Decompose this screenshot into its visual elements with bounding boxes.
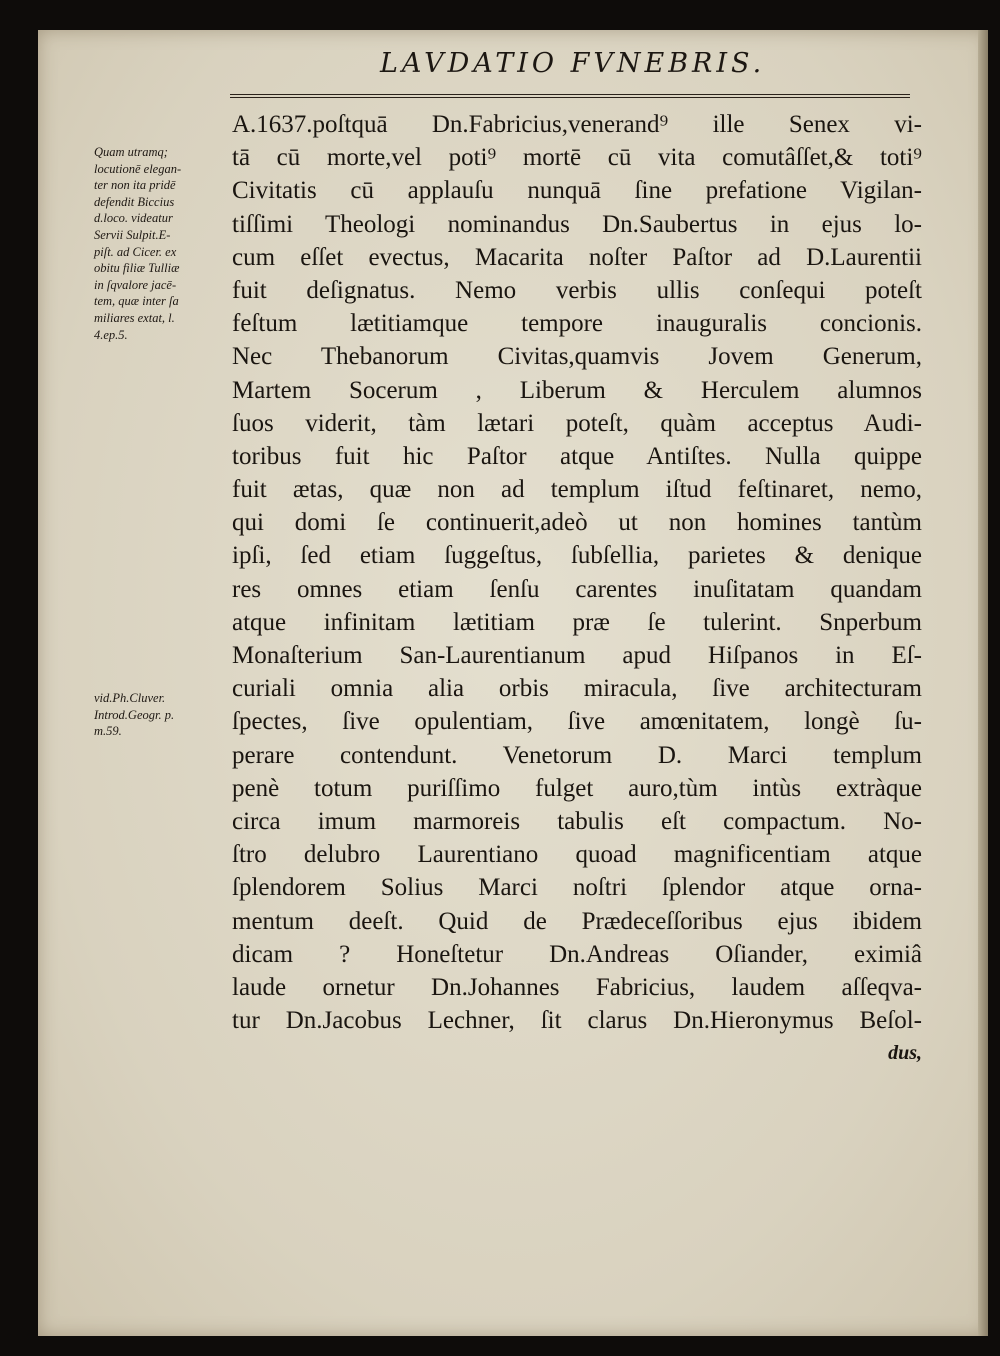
text-line: tur Dn.Jacobus Lechner, ſit clarus Dn.Hieronymus Beſol-: [232, 1007, 922, 1035]
margin-note-line: Quam utramq;: [94, 145, 168, 159]
text-line: ſtro delubro Laurentiano quoad magnificentiam atque: [232, 841, 922, 869]
text-line: Civitatis cū applauſu nunquā ſine prefatione Vigilan-: [232, 177, 922, 205]
text-line: Monaſterium San-Laurentianum apud Hiſpanos in Eſ-: [232, 642, 922, 669]
page-edge: [978, 30, 988, 1336]
margin-note-cluver: [94, 690, 244, 740]
text-line: atque infinitam lætitiam præ ſe tulerint. Snperbum: [232, 608, 922, 636]
margin-note-line: tem, quæ inter ſa: [94, 294, 179, 309]
text-line: cum eſſet evectus, Macarita noſter Paſtor ad D.Laurentii: [232, 243, 922, 271]
text-line: penè totum puriſſimo fulget auro,tùm intùs extràque: [232, 774, 922, 802]
text-line: laude ornetur Dn.Johannes Fabricius, laudem aſſeqva-: [232, 973, 922, 1001]
margin-note-line: piſt. ad Cicer. ex: [94, 244, 177, 259]
text-line: ſplendorem Solius Marci noſtri ſplendor atque orna-: [232, 874, 922, 902]
margin-note-line: in ſqvalore jacē-: [94, 277, 177, 292]
margin-note-line: defendit Biccius: [94, 194, 175, 209]
margin-note-line: m.59.: [94, 724, 122, 739]
text-line: circa imum marmoreis tabulis eſt compactum. No-: [232, 807, 922, 835]
header-rule: [230, 94, 910, 98]
text-line: Martem Socerum , Liberum & Herculem alumnos: [232, 376, 922, 404]
margin-note-line: vid.Ph.Cluver.: [94, 691, 166, 705]
text-line: ipſi, ſed etiam ſuggeſtus, ſubſellia, parietes & denique: [232, 542, 922, 570]
catchword: dus,: [888, 1042, 922, 1065]
margin-note-line: d.loco. videatur: [94, 211, 173, 226]
margin-note-line: miliares extat, l.: [94, 310, 175, 325]
text-line: feſtum lætitiamque tempore inauguralis concionis.: [232, 310, 922, 338]
margin-note-line: locutionē elegan-: [94, 161, 182, 176]
body-text: [232, 108, 922, 1070]
text-line: A.1637.poſtquā Dn.Fabricius,venerand⁹ ille Senex vi-: [232, 111, 922, 138]
text-line: perare contendunt. Venetorum D. Marci templum: [232, 741, 922, 769]
text-line: mentum deeſt. Quid de Prædeceſſoribus ejus ibidem: [232, 907, 922, 935]
margin-note-line: Servii Sulpit.E-: [94, 227, 171, 242]
margin-note-line: obitu filiæ Tulliæ: [94, 261, 180, 276]
margin-note-biccius: [94, 144, 244, 343]
margin-note-line: ter non ita pridē: [94, 178, 176, 193]
text-line: Nec Thebanorum Civitas,quamvis Jovem Generum,: [232, 343, 922, 371]
text-line: qui domi ſe continuerit,adeò ut non homines tantùm: [232, 509, 922, 537]
text-line: tiſſimi Theologi nominandus Dn.Saubertus in ejus lo-: [232, 210, 922, 238]
text-line: ſpectes, ſive opulentiam, ſive amœnitatem, longè ſu-: [232, 708, 922, 736]
margin-note-line: 4.ep.5.: [94, 327, 128, 342]
text-line: ſuos viderit, tàm lætari poteſt, quàm acceptus Audi-: [232, 409, 922, 437]
running-head: LAVDATIO FVNEBRIS.: [380, 48, 766, 79]
text-line: fuit ætas, quæ non ad templum iſtud feſtinaret, nemo,: [232, 476, 922, 504]
text-line: toribus fuit hic Paſtor atque Antiſtes. Nulla quippe: [232, 442, 922, 470]
text-line: res omnes etiam ſenſu carentes inuſitatam quandam: [232, 575, 922, 603]
text-line: tā cū morte,vel poti⁹ mortē cū vita comutâſſet,& toti⁹: [232, 144, 922, 172]
text-line: curiali omnia alia orbis miracula, ſive architecturam: [232, 675, 922, 703]
margin-note-line: Introd.Geogr. p.: [94, 707, 175, 722]
text-line: fuit deſignatus. Nemo verbis ullis conſequi poteſt: [232, 276, 922, 304]
text-line: dicam ? Honeſtetur Dn.Andreas Oſiander, eximiâ: [232, 940, 922, 968]
